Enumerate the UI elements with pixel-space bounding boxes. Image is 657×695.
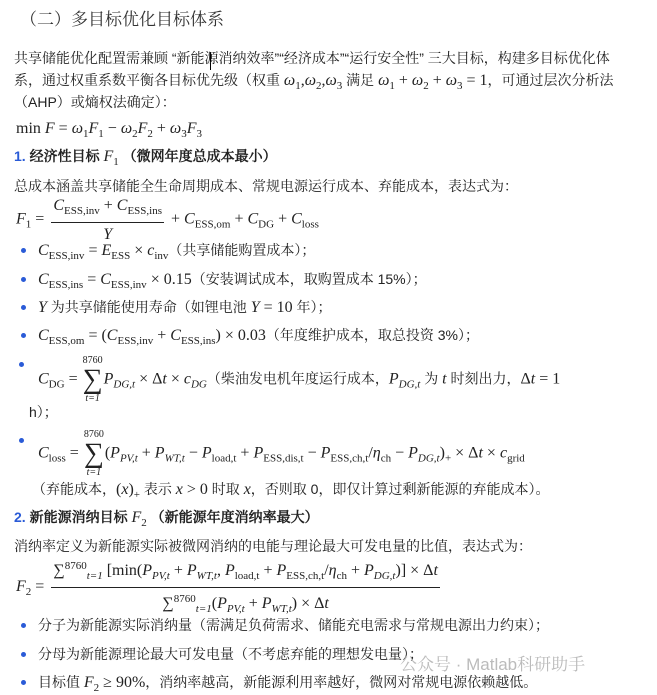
math-token: loss [48,452,66,465]
math-token: P [224,562,235,579]
text-run: 表示 [139,481,176,497]
text-run: ，否则取 0，即仅计算过剩新能源的弃能成本）。 [250,481,550,497]
math-token: 3 [181,128,187,140]
math-token: t=1 [195,603,212,615]
sum-upper-limit: 8760 [82,355,103,366]
intro-line-1 [14,48,610,68]
fraction [51,557,440,618]
text-run: 消纳率定义为新能源实际被微网消纳的电能与理论最大可发电量的比值，表达式为： [14,538,532,554]
math-token: ch [336,570,347,582]
section-title: （二）多目标优化目标体系 [20,10,224,29]
math-token: P [261,595,272,612]
text-run: ，可通过层次分析法 [487,72,614,88]
math-token: ) [128,481,134,498]
math-token: C [116,197,128,214]
text-run: 新能源消纳目标 [29,509,132,525]
math-token: ESS,inv [48,250,85,262]
math-token: = ( [84,327,107,344]
math-token: F [88,120,99,137]
math-token: ESS,om [194,218,231,231]
math-token: 1. [14,148,30,164]
math-token: t=1 [86,570,103,582]
math-token: = [65,444,83,462]
math-token: t [530,370,536,388]
math-token: + [259,562,277,579]
math-token: P [253,444,264,462]
math-token: Δ [520,370,531,388]
math-token: ESS,ins [48,279,84,291]
math-token: , [300,72,305,89]
math-token: 2 [315,80,322,92]
math-token: t [162,370,167,388]
math-token: ESS [111,250,131,262]
math-token: 1 [389,80,395,92]
math-token: C [100,271,111,288]
math-token: + [346,562,365,579]
math-token: ESS,dis,t [263,452,304,465]
text-run: ，消纳率越高，新能源利用率越好，微网对常规电源依赖越低。 [145,674,538,690]
math-token: = 1 [535,370,561,388]
sum-lower-limit: t=1 [85,393,100,404]
math-token: + [152,120,170,137]
math-token: t [478,444,483,462]
math-token: × Δ [451,444,479,462]
math-token: P [110,444,120,462]
math-token: × Δ [135,370,163,388]
math-token: ω [120,120,133,137]
math-token: 1 [25,218,32,231]
fraction [51,196,164,244]
sigma-icon: ∑ [82,364,103,395]
math-token: DG,t [398,378,421,391]
text-run: 时取 [207,481,244,497]
list-item [38,644,423,664]
math-token: DG,t [417,452,440,465]
math-token: + [394,72,412,89]
math-token: PV,t [226,603,245,615]
math-token: F [186,120,197,137]
bullet-icon [19,438,24,443]
math-token: 1 [295,80,301,92]
text-run: 共享储能优化配置需兼顾 “新能源消纳效率”“经济成本”“运行安全性” 三大目标，构建多目标优化体 [14,50,610,66]
math-token: P [408,444,418,462]
text-run: 分子为新能源实际消纳量（需满足负荷需求、储能充电需求与常规电源出力约束）； [38,617,549,633]
math-token: ESS,inv [117,335,154,347]
math-token: = [64,370,82,388]
math-token: = [83,271,101,288]
bullet-icon [21,305,26,310]
math-token: PV,t [152,570,170,582]
math-token: Y [250,299,260,316]
text-run: 为 [420,370,443,387]
denominator [162,588,329,618]
math-token: F [44,120,55,137]
math-token: + [137,444,155,462]
math-token: ω [304,72,316,89]
math-token: ESS,inv [110,279,147,291]
math-token: 3 [457,80,463,92]
math-token: C [38,444,49,462]
math-token: F [103,148,114,165]
math-token: WT,t [196,570,217,582]
text-run: 时刻出力， [446,370,521,387]
summation [83,356,103,404]
math-token: P [388,370,399,388]
math-token: C [170,327,181,344]
math-token: ∑ [53,562,65,579]
math-token: 1 [98,128,104,140]
math-token: 8760 [64,560,87,572]
list-item [38,672,537,695]
math-token: DG [258,218,275,231]
list-item [38,615,549,635]
text-run: h）； [29,404,58,420]
math-token: P [201,444,212,462]
text-run: 经济性目标 [29,148,104,164]
math-token: x [243,481,251,498]
bullet-icon [21,333,26,338]
text-run: 年）； [292,299,332,315]
numerator [51,557,440,588]
text-run: （安装调试成本，取购置成本 15%）； [191,271,427,287]
math-token: P [320,444,331,462]
bullet-icon [21,652,26,657]
list-item [38,269,427,295]
math-token: P [364,562,374,579]
sigma-icon: ∑ [83,438,104,469]
math-token: = 1 [462,72,488,89]
math-token: P [276,562,287,579]
formula-F2 [16,557,443,618]
math-token: / [324,562,329,579]
math-token: ∑ [162,595,174,612]
sum-lower-limit: t=1 [86,467,102,478]
math-token: c [147,242,155,259]
math-token: PV,t [119,452,138,465]
bullet-icon [21,248,26,253]
math-token: F [83,674,94,691]
math-token: C [38,271,49,288]
text-run: 满足 [342,72,379,88]
text-run: （柴油发电机年度运行成本， [206,370,389,387]
math-token: η [372,444,381,462]
math-token: ESS,ch,t [286,570,325,582]
math-token: C [38,370,49,388]
summation [84,430,104,478]
math-token: × [482,444,500,462]
math-token: 1 [113,156,119,168]
math-token: P [217,595,227,612]
text-run: （微网年度总成本最小） [118,148,277,164]
list-item [38,240,315,266]
math-token: ω [169,120,182,137]
math-token: ω [445,72,458,89]
math-token: + [444,452,452,465]
math-token: F [16,578,26,596]
math-token: WT,t [271,603,292,615]
math-token: P [142,562,153,579]
formula-F1 [16,196,319,244]
math-token: = [54,120,72,137]
math-token: ( [104,444,111,462]
math-token: ch [380,452,392,465]
math-token: )] × Δ [395,562,434,579]
math-token: > 0 [182,481,208,498]
math-token: − [184,444,202,462]
math-token: loss [301,218,319,231]
math-token: ESS,ch,t [330,452,369,465]
math-token: ) × 0.03 [215,327,266,344]
text-run: 为共享储能使用寿命（如锂电池 [46,299,251,315]
heading-renewable [14,507,319,533]
math-token: 2 [93,682,100,694]
math-token: inv [154,250,169,262]
math-token: , [321,72,326,89]
math-token: [min( [102,562,143,579]
list-item-cont [32,479,549,505]
list-item [38,430,525,478]
text-run: 总成本涵盖共享储能全生命周期成本、常规电源运行成本、弃能成本，表达式为： [14,178,518,194]
math-token: + [244,595,262,612]
math-token: Y [103,226,113,243]
math-token: ω [71,120,83,137]
math-token: × [166,370,184,388]
math-token: t [442,370,447,388]
math-token: C [106,327,118,344]
math-token: P [103,370,114,388]
math-token: 2 [423,80,429,92]
math-token: 2. [14,509,30,525]
bullet-icon [19,362,24,367]
math-token: 2 [25,586,32,599]
math-token: η [328,562,337,579]
text-run: 系，通过权重系数平衡各目标优先级（权重 [14,72,284,88]
math-token: + [133,489,140,501]
watermark: 公众号 · Matlab科研助手 [400,655,586,674]
text-run: （弃能成本， [32,481,116,497]
math-token: = [84,242,102,259]
math-token: DG [190,378,207,391]
math-token: ) × Δ [291,595,325,612]
math-token: + [274,210,292,228]
math-token: min [16,120,45,137]
math-token: + [99,197,117,214]
math-token: = [31,578,49,596]
math-token: C [291,210,302,228]
math-token: C [247,210,259,228]
math-token: ( [211,595,218,612]
math-token: grid [507,452,525,465]
bullet-icon [21,277,26,282]
math-token: C [53,197,64,214]
economic-desc [14,176,518,196]
list-item [38,325,479,351]
math-token: + [169,562,187,579]
intro-line-3 [14,92,176,112]
math-token: 2 [132,128,138,140]
bullet-icon [21,680,26,685]
math-token: load,t [234,570,260,582]
math-token: 2 [141,517,147,529]
math-token: P [186,562,197,579]
math-token: ESS,ins [127,205,162,217]
heading-economic [14,146,277,172]
objective-formula [16,118,202,144]
math-token: ) [439,444,445,462]
renewable-desc [14,536,532,556]
text-run: （年度维护成本，取总投资 3%）； [265,327,479,343]
math-token: 2 [147,128,153,140]
numerator [51,196,164,223]
math-token: + [153,327,171,344]
math-token: = 10 [259,299,293,316]
math-token: DG [48,378,65,391]
math-token: F [16,210,26,228]
math-token: Y [38,299,47,316]
math-token: ω [283,72,296,89]
math-token: ESS,om [48,335,85,347]
list-item [38,297,332,318]
text-run: （AHP）或熵权法确定）： [14,94,176,110]
math-token: + [230,210,248,228]
math-token: t [324,595,329,612]
math-token: DG,t [373,570,396,582]
math-token: P [154,444,165,462]
math-token: 1 [83,128,89,140]
math-token: ω [411,72,424,89]
math-token: ω [325,72,337,89]
math-token: c [183,370,191,388]
math-token: × [130,242,148,259]
math-token: − [391,444,409,462]
math-token: F [137,120,148,137]
math-token: C [38,242,49,259]
math-token: ω [378,72,390,89]
math-token: c [499,444,508,462]
bullet-icon [21,623,26,628]
text-run: 分母为新能源理论最大可发电量（不考虑弃能的理想发电量）； [38,646,423,662]
math-token: ≥ 90% [99,674,146,691]
math-token: ( [116,481,122,498]
text-run: 目标值 [38,674,84,690]
math-token: = [31,210,49,228]
math-token: ESS,inv [63,205,100,217]
math-token: C [184,210,195,228]
math-token: − [103,120,121,137]
math-token: + [428,72,446,89]
math-token: load,t [211,452,237,465]
math-token: x [175,481,183,498]
math-token: F [131,509,142,526]
math-token: x [121,481,129,498]
math-token: , [216,562,225,579]
math-token: WT,t [164,452,185,465]
math-token: 3 [196,128,202,140]
math-token: / [368,444,373,462]
list-item [38,356,560,404]
list-item-cont [29,402,58,422]
math-token: E [101,242,112,259]
sum-upper-limit: 8760 [83,429,104,440]
math-token: DG,t [113,378,136,391]
math-token: ESS,ins [180,335,216,347]
math-token: + [236,444,254,462]
text-run: （新能源年度消纳率最大） [146,509,319,525]
math-token: − [303,444,321,462]
math-token: 8760 [173,593,196,605]
math-token: t [433,562,438,579]
text-run: （共享储能购置成本）； [168,242,316,258]
math-token: C [38,327,49,344]
math-token: + [167,210,185,228]
math-token: × 0.15 [146,271,192,288]
math-token: 3 [336,80,343,92]
